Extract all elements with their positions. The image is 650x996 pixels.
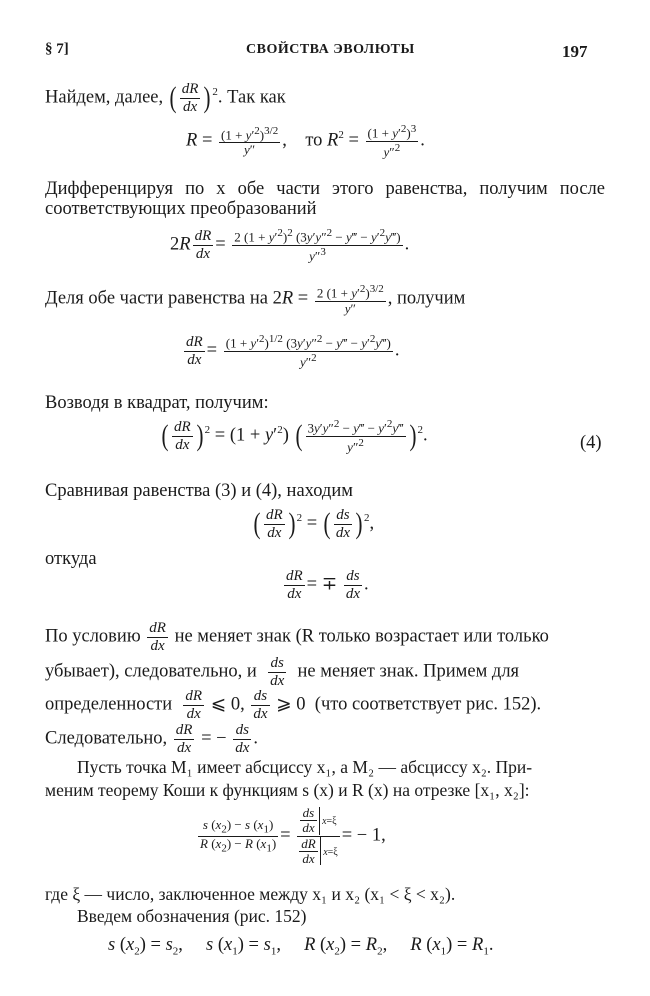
formula-notation: s $(x_2) = s_2$, s $(x_1) = s_1$, R $(x_2) = R_2$, R $(x_1) = R_1$. <box>108 935 494 958</box>
decreases-line: убывает), следовательно, и $\frac{ds}{dx}$ не меняет знак. Примем для <box>45 655 520 689</box>
cond-start-text: По условию <box>45 626 141 647</box>
let-point-line: Пусть точка M₁ имеет абсциссу x₁, а M₂ — абсциссу x₂. При- <box>77 757 533 777</box>
page-number: 197 <box>562 42 588 61</box>
formula-mp: $\frac{dR}{dx}$ = ∓ $\frac{ds}{dx}$ . <box>286 568 369 602</box>
cauchy-line: меним теорему Коши к функциям s (x) и R (x) на отрезке [x₁, x₂]: <box>45 780 530 800</box>
divide-start-text: Деля обе части равенства на <box>45 288 268 309</box>
definiteness-line: определенности $\frac{dR}{dx}$ ⩽ 0, $\frac{ds}{dx}$ ⩾ 0 (что соответствует рис. 152). <box>45 688 542 722</box>
defin-start-text: определенности <box>45 694 173 715</box>
formula-2RdR: 2R $\frac{dR}{dx}$ = $\frac{2 (1 + y'^2)^2 (3y'y''^2 - y‴ - y'^2y‴)}{y''^3}$ . <box>170 227 410 263</box>
diff-paragraph-line1: Дифференцируя по x обе части этого равенства, получим после <box>45 179 605 199</box>
equation-number-4: (4) <box>580 433 602 453</box>
running-title: СВОЙСТВА ЭВОЛЮТЫ <box>246 42 415 57</box>
decr-start-text: убывает), следовательно, и <box>45 661 257 682</box>
defin-end-text: (что соответствует рис. 152). <box>314 694 542 715</box>
formula-R: R = $\frac{(1 + y'^2)^{3/2}}{y''}$ , то $R^2$ = $\frac{(1 + y'^2)^3}{y''^2}$ . <box>186 123 425 159</box>
cond-end-text: не меняет знак (R только возрастает или только <box>174 626 549 647</box>
hence-line: Следовательно, $\frac{dR}{dx}$ = − $\frac{ds}{dx}$ . <box>45 722 259 756</box>
squaring-text: Возводя в квадрат, получим: <box>45 393 269 413</box>
formula-squares: ( $\frac{dR}{dx}$ ) $^2$ = ( $\frac{ds}{dx}$ ) $^2$, <box>253 507 375 541</box>
formula-4: ( $\frac{dR}{dx}$ ) $^2 = (1 + y'^2)$ ( $\frac{3y'y''^2 - y‴ - y'^2y‴}{y''^2}$ ) $^2$. <box>161 418 428 454</box>
section-marker: § 7] <box>45 41 69 57</box>
since-text: . Так как <box>217 87 286 108</box>
decr-end-text: не меняет знак. Примем для <box>297 661 520 682</box>
comparing-text: Сравнивая равенства (3) и (4), находим <box>45 481 353 501</box>
then-text: то <box>305 130 323 151</box>
hence-text: Следовательно, <box>45 728 168 749</box>
formula-dRdx: $\frac{dR}{dx}$ = $\frac{(1 + y'^2)^{1/2} (3y'y''^2 - y‴ - y'^2y‴)}{y''^2}$ . <box>186 333 400 369</box>
find-text: Найдем, далее, <box>45 87 164 108</box>
find-line: Найдем, далее, ( $\frac{dR}{dx}$ ) $^2$. Так как <box>45 81 286 115</box>
where-line: где ξ — число, заключенное между x₁ и x₂ (x₁ < ξ < x₂). <box>45 884 456 904</box>
divide-end-text: , получим <box>387 288 466 309</box>
divide-line: Деля обе части равенства на 2R = $\frac{2 (1 + y'^2)^{3/2}}{y''}$ , получим <box>45 283 466 316</box>
introduce-line: Введем обозначения (рис. 152) <box>77 906 307 926</box>
diff-paragraph-line2: соответствующих преобразований <box>45 199 317 219</box>
formula-cauchy: $\frac{s (x_2) - s (x_1)}{R (x_2) - R (x_1)}$ = $\frac{ds}{dx}$ x=ξ $\frac{dR}{dx}$ x=ξ = − 1, <box>200 805 386 866</box>
condition-line: По условию $\frac{dR}{dx}$ не меняет знак (R только возрастает или только <box>45 620 549 654</box>
whence-text: откуда <box>45 549 97 569</box>
